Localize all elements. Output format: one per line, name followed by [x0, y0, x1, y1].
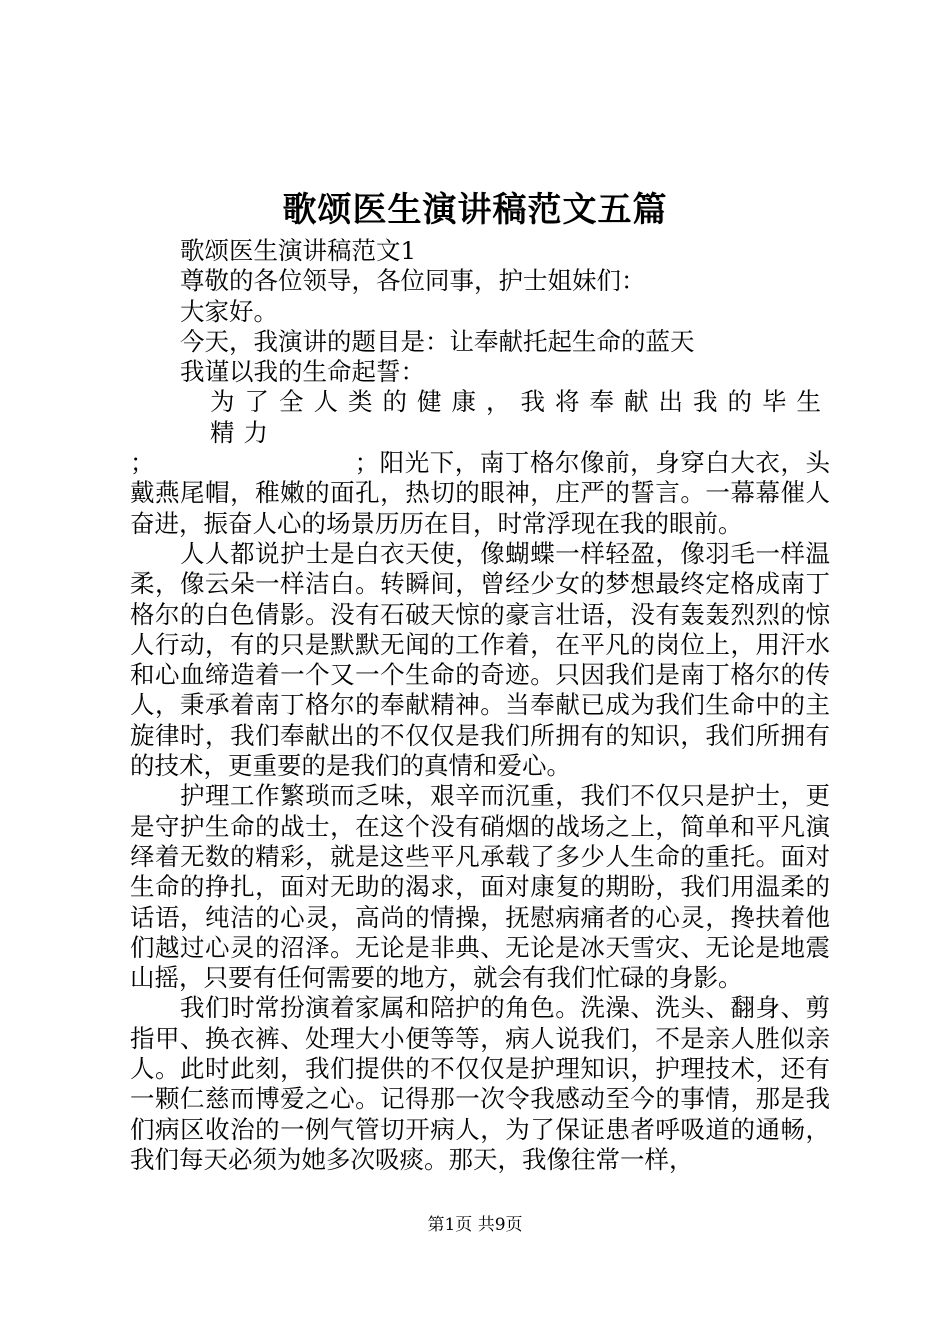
salutation: 尊敬的各位领导，各位同事，护士姐妹们：	[180, 266, 646, 296]
paragraph-4: 我们时常扮演着家属和陪护的角色。洗澡、洗头、翻身、剪指甲、换衣裤、处理大小便等等，病人说我们，不是亲人胜似亲人。此时此刻，我们提供的不仅仅是护理知识，护理技术，还有一颗仁慈而博爱之心。记得那一次令我感动至今的事情，那是我们病区收治的一例气管切开病人，为了保证患者呼吸道的通畅，我们每天必须为她多次吸痰。那天，我像往常一样，	[130, 993, 830, 1174]
paragraph-3: 护理工作繁琐而乏味，艰辛而沉重，我们不仅只是护士，更是守护生命的战士，在这个没有硝烟的战场之上，简单和平凡演绎着无数的精彩，就是这些平凡承载了多少人生命的重托。面对生命的挣扎，面对无助的渴求，面对康复的期盼，我们用温柔的话语，纯洁的心灵，高尚的情操，抚慰病痛者的心灵，搀扶着他们越过心灵的沼泽。无论是非典、无论是冰天雪灾、无论是地震山摇，只要有任何需要的地方，就会有我们忙碌的身影。	[130, 781, 830, 993]
oath-intro: 我谨以我的生命起誓：	[180, 357, 425, 387]
document-title: 歌颂医生演讲稿范文五篇	[282, 190, 668, 230]
oath-line-text: 为了全人类的健康，我将奉献出我的毕生精力	[210, 387, 830, 447]
greeting: 大家好。	[180, 296, 278, 326]
speech-topic: 今天，我演讲的题目是：让奉献托起生命的蓝天	[180, 326, 695, 356]
paragraph-1-continued: ； ；阳光下，南丁格尔像前，身穿白大衣，头戴燕尾帽，稚嫩的面孔，热切的眼神，庄严的誓言。一幕幕催人奋进，振奋人心的场景历历在目，时常浮现在我的眼前。	[130, 448, 830, 538]
page-footer: 第1页 共9页	[427, 1215, 523, 1235]
section-heading: 歌颂医生演讲稿范文1	[180, 236, 417, 265]
oath-line	[130, 387, 830, 448]
document-body	[130, 236, 830, 1175]
paragraph-2: 人人都说护士是白衣天使，像蝴蝶一样轻盈，像羽毛一样温柔，像云朵一样洁白。转瞬间，曾经少女的梦想最终定格成南丁格尔的白色倩影。没有石破天惊的豪言壮语，没有轰轰烈烈的惊人行动，有的只是默默无闻的工作着，在平凡的岗位上，用汗水和心血缔造着一个又一个生命的奇迹。只因我们是南丁格尔的传人，秉承着南丁格尔的奉献精神。当奉献已成为我们生命中的主旋律时，我们奉献出的不仅仅是我们所拥有的知识，我们所拥有的技术，更重要的是我们的真情和爱心。	[130, 538, 830, 781]
